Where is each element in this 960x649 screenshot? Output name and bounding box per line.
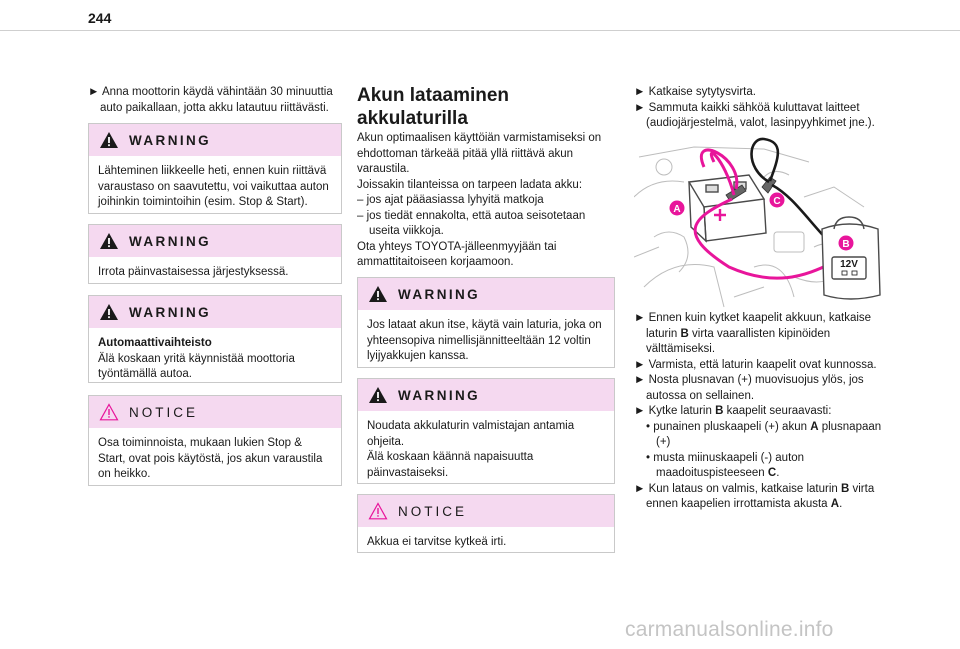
heading-line-1: Akun lataaminen [357, 85, 510, 106]
notice-header [358, 495, 614, 527]
bullet-item: ► Katkaise sytytysvirta. [634, 86, 756, 98]
label-b-marker [839, 236, 854, 251]
charger-voltage-label: 12V [840, 259, 858, 270]
paragraph: Joissakin tilanteissa on tarpeen ladata akku: [357, 178, 583, 191]
notice-box-1 [88, 395, 342, 486]
notice-label: NOTICE [398, 503, 468, 519]
bullet-item: ► Nosta plusnavan (+) muovisuojus ylös, jos autossa on sellainen. [634, 374, 864, 402]
label-c-marker [770, 193, 785, 208]
warning-title: Automaattivaihteisto [98, 337, 212, 349]
column-3-top [634, 85, 894, 132]
warning-box-3 [88, 295, 342, 383]
bullet-item: ► Sammuta kaikki sähköä kuluttavat laitteet (audiojärjestelmä, valot, lasinpyyhkimet jne.). [634, 101, 875, 129]
intro-paragraph: ► Anna moottorin käydä vähintään 30 minuuttia auto paikallaan, jotta akku latautuu riittävästi. [88, 86, 333, 114]
warning-triangle-icon [99, 232, 119, 250]
warning-box-1 [88, 123, 342, 214]
column-1 [88, 85, 342, 116]
warning-label: WARNING [398, 387, 481, 403]
warning-label: WARNING [129, 304, 212, 320]
warning-header [358, 379, 614, 411]
notice-header [89, 396, 341, 428]
warning-text: Irrota päinvastaisessa järjestyksessä. [98, 266, 289, 278]
bullet-item: ► Kytke laturin B kaapelit seuraavasti: [634, 405, 832, 417]
heading-line-2: akkulaturilla [357, 108, 468, 129]
bullet-item: ► Kun lataus on valmis, katkaise laturin B virta ennen kaapelien irrottamista akusta A. [634, 482, 875, 510]
warning-triangle-icon [99, 131, 119, 149]
warning-text: Jos lataat akun itse, käytä vain laturia, joka on yhteensopiva nimellisjännitteeltään 12 voltin lyijyakkujen kanssa. [367, 319, 602, 362]
warning-text: Älä koskaan käännä napaisuutta päinvastaiseksi. [367, 451, 534, 479]
paragraph: Ota yhteys TOYOTA-jälleenmyyjään tai ammattitaitoiseen korjaamoon. [357, 240, 557, 268]
warning-triangle-icon [99, 303, 119, 321]
bullet-item: ► Varmista, että laturin kaapelit ovat kunnossa. [634, 358, 877, 371]
watermark: carmanualsonline.info [625, 618, 834, 641]
notice-triangle-icon [368, 502, 388, 520]
battery-charger-illustration [634, 137, 890, 308]
sub-bullet-item: • musta miinuskaapeli (-) auton maadoituspisteeseen C. [646, 451, 805, 479]
svg-text:A: A [673, 204, 681, 215]
warning-box-5 [357, 378, 615, 484]
column-2 [357, 131, 615, 271]
notice-text: Akkua ei tarvitse kytkeä irti. [367, 536, 507, 548]
notice-text: Osa toiminnoista, mukaan lukien Stop & Start, ovat pois käytöstä, jos akun varaustila on heikko. [98, 437, 323, 480]
notice-box-2 [357, 494, 615, 553]
svg-text:B: B [842, 239, 850, 250]
label-a-marker [670, 201, 685, 216]
sub-bullet-item: • punainen pluskaapeli (+) akun A plusnapaan (+) [646, 420, 882, 448]
warning-box-4 [357, 277, 615, 368]
warning-label: WARNING [129, 132, 212, 148]
warning-header [89, 296, 341, 328]
warning-header [89, 124, 341, 156]
warning-triangle-icon [368, 386, 388, 404]
svg-text:C: C [773, 196, 781, 207]
notice-triangle-icon [99, 403, 119, 421]
dash-item: – jos tiedät ennakolta, että autoa seisotetaan useita viikkoja. [357, 209, 586, 237]
warning-label: WARNING [398, 286, 481, 302]
warning-header [89, 225, 341, 257]
warning-text: Lähteminen liikkeelle heti, ennen kuin riittävä varaustaso on saavutettu, voi vaikuttaa auton joihinkin toimintoihin (esim. Stop & Start). [98, 165, 329, 208]
warning-text: Noudata akkulaturin valmistajan antamia ohjeita. [367, 420, 575, 448]
warning-box-2 [88, 224, 342, 284]
page-number: 244 [88, 10, 112, 26]
warning-text: Älä koskaan yritä käynnistää moottoria työntämällä autoa. [98, 352, 295, 380]
warning-label: WARNING [129, 233, 212, 249]
charger-shape [822, 217, 880, 299]
section-heading [357, 84, 617, 130]
warning-header [358, 278, 614, 310]
intro-paragraph: Akun optimaalisen käyttöiän varmistamiseksi on ehdottoman tärkeää pitää yllä riittävä akun varaustila. [357, 132, 602, 175]
top-divider [0, 30, 960, 31]
warning-triangle-icon [368, 285, 388, 303]
dash-item: – jos ajat pääasiassa lyhyitä matkoja [357, 194, 544, 206]
bullet-item: ► Ennen kuin kytket kaapelit akkuun, katkaise laturin B virta vaarallisten kipinöiden välttämiseksi. [634, 312, 872, 355]
battery-shape [689, 175, 766, 241]
notice-label: NOTICE [129, 404, 199, 420]
column-3-bottom [634, 311, 894, 513]
